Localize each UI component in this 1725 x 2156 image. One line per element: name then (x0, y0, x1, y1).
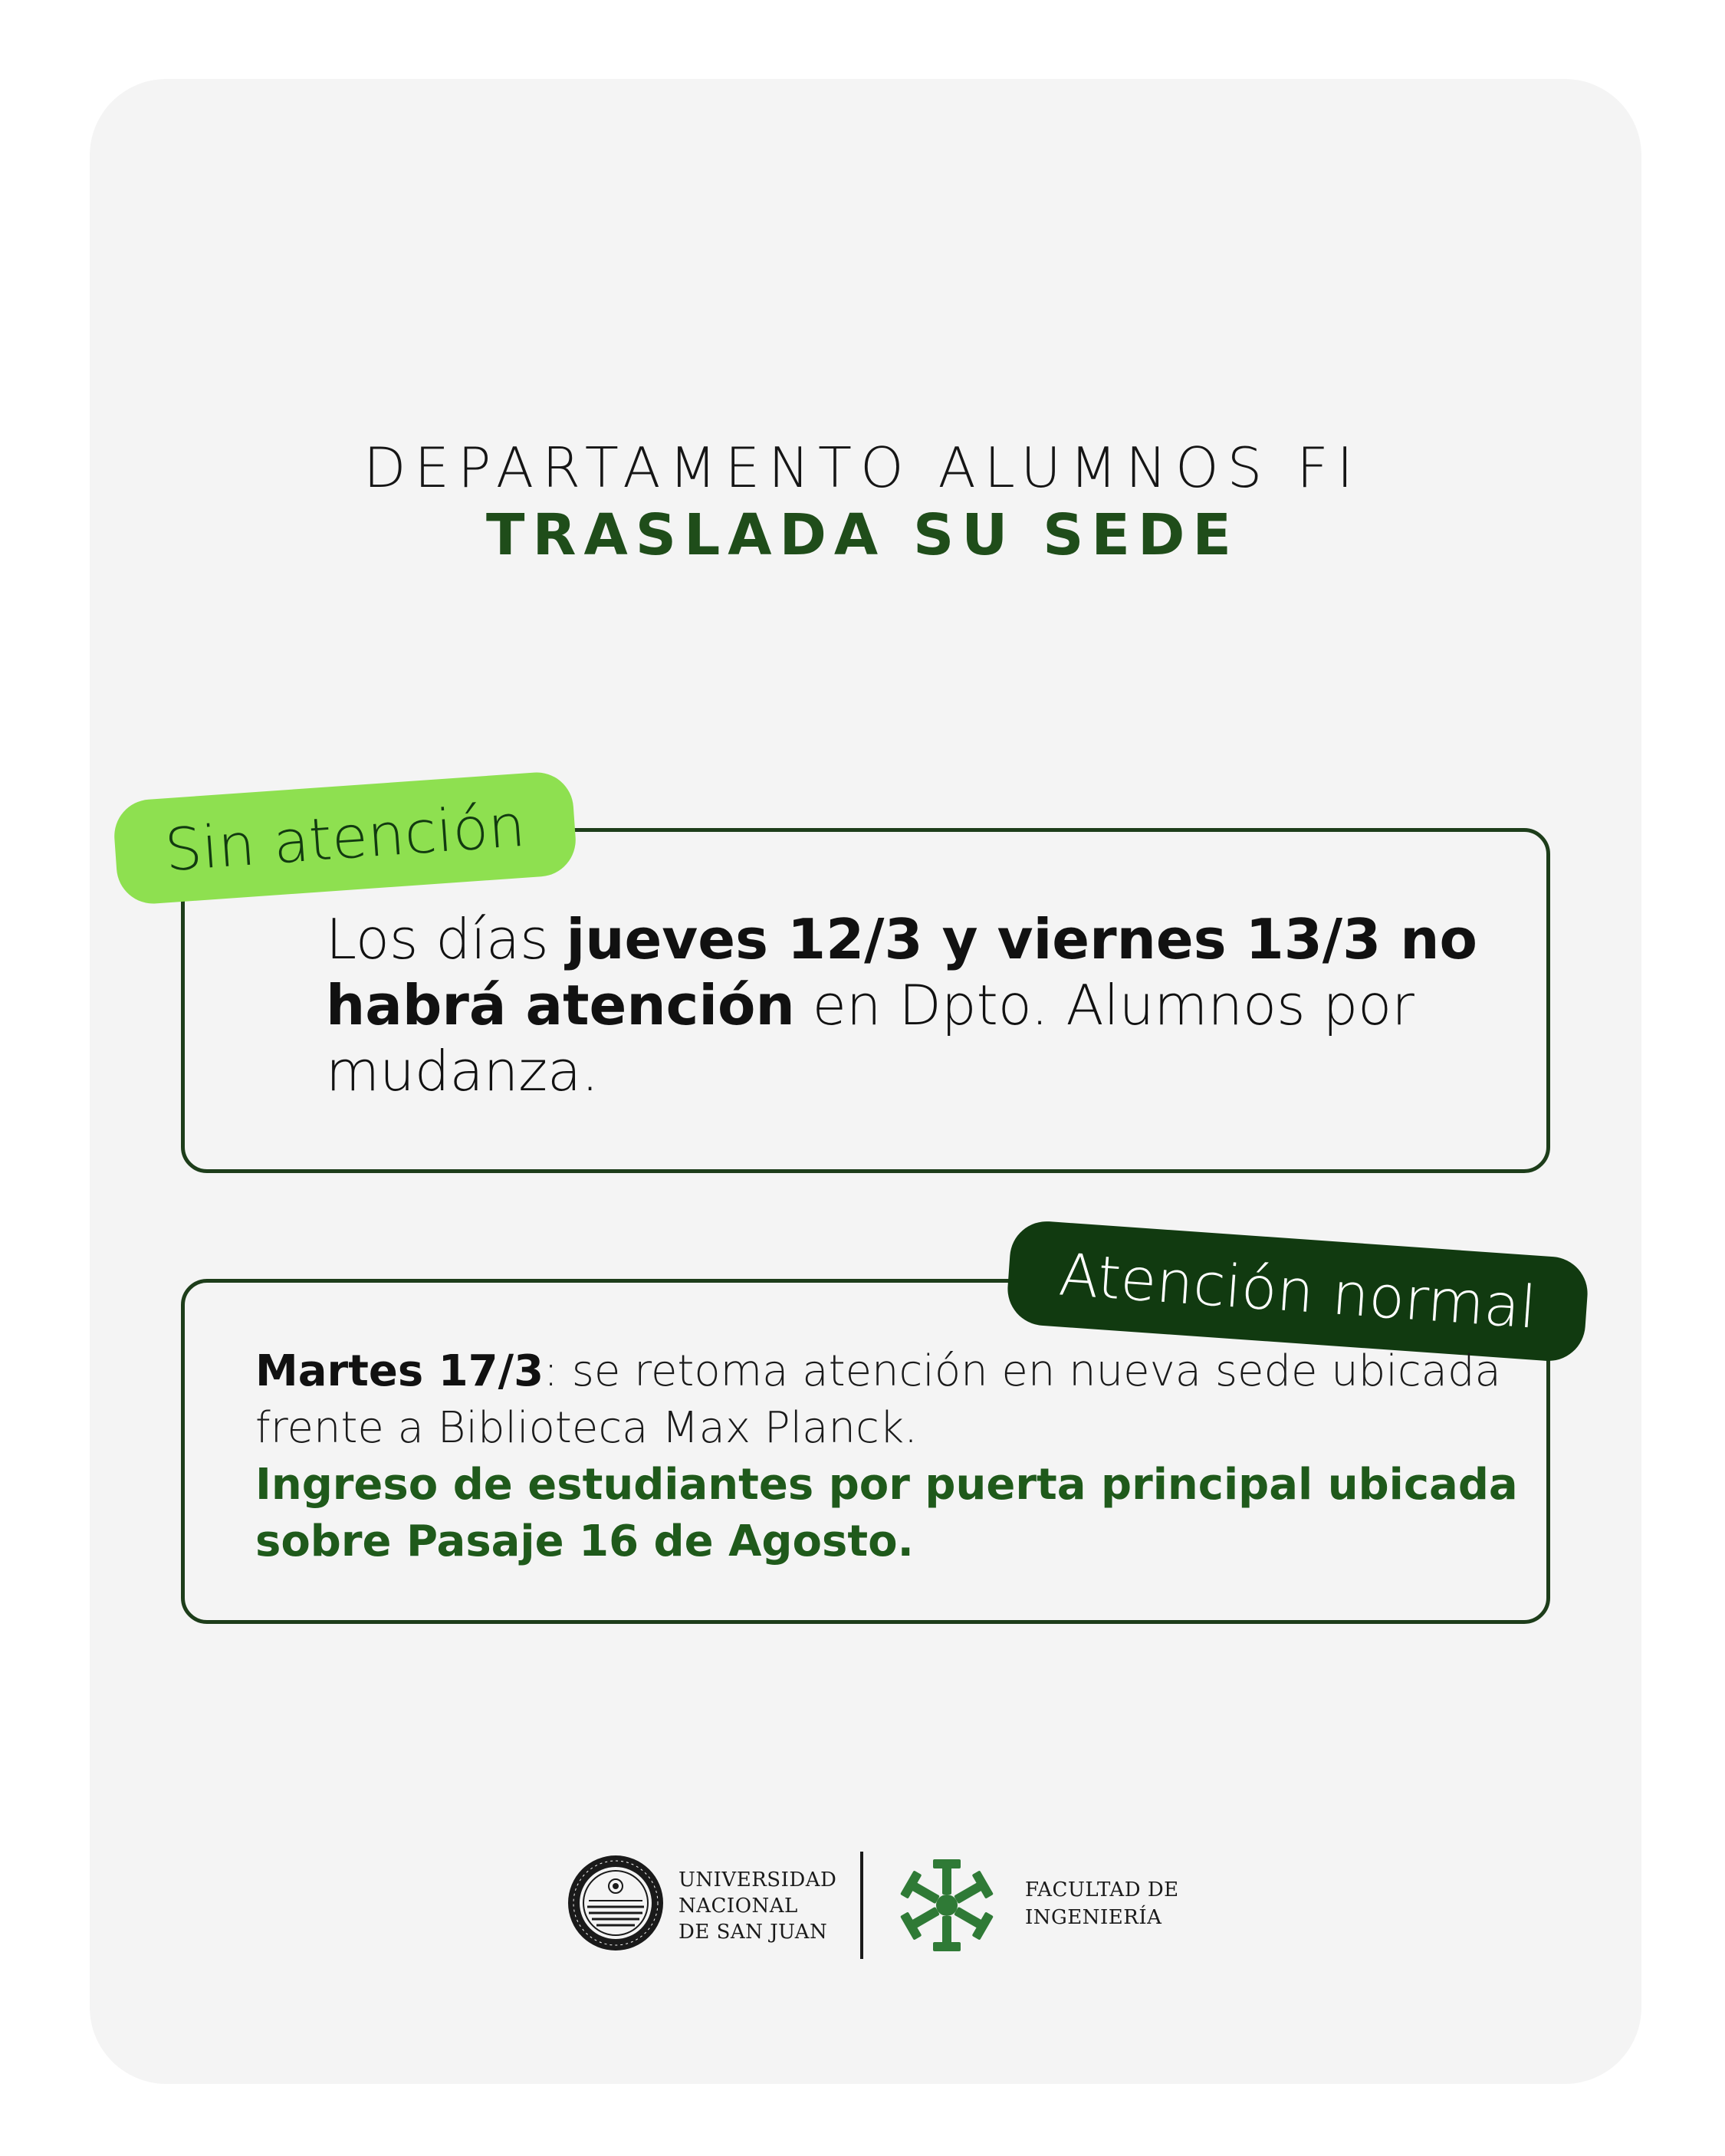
open-date: Martes 17/3 (255, 1346, 544, 1396)
faculty-line2: INGENIERÍA (1025, 1906, 1162, 1929)
faculty-name (1025, 1876, 1179, 1931)
faculty-line1: FACULTAD DE (1025, 1878, 1179, 1901)
faculty-logo-icon (893, 1852, 1001, 1959)
open-text-body: : se retoma atención en nueva sede ubicada frente a Biblioteca Max Planck. (255, 1346, 1501, 1453)
closed-tag: Sin atención (112, 770, 578, 906)
university-line3: DE SAN JUAN (678, 1921, 828, 1944)
closed-text-emphasis: jueves 12/3 y viernes 13/3 no habrá atención (326, 907, 1477, 1037)
open-entrance-info: Ingreso de estudiantes por puerta principal ubicada sobre Pasaje 16 de Agosto. (255, 1460, 1518, 1566)
header-headline: TRASLADA SU SEDE (486, 502, 1239, 568)
closed-text-intro: Los días (326, 907, 567, 971)
closed-text-rest: en Dpto. Alumnos por mudanza. (326, 973, 1414, 1103)
header-department: DEPARTAMENTO ALUMNOS FI (363, 435, 1362, 500)
open-notice-text (255, 1343, 1528, 1570)
open-tag: Atención normal (1005, 1219, 1590, 1363)
closed-notice-text (326, 906, 1522, 1104)
university-line2: NACIONAL (678, 1895, 798, 1918)
university-name (678, 1867, 836, 1945)
footer-logos (0, 1844, 1725, 1967)
footer-divider (860, 1852, 863, 1959)
university-seal-icon (566, 1853, 665, 1953)
university-line1: UNIVERSIDAD (678, 1868, 837, 1891)
